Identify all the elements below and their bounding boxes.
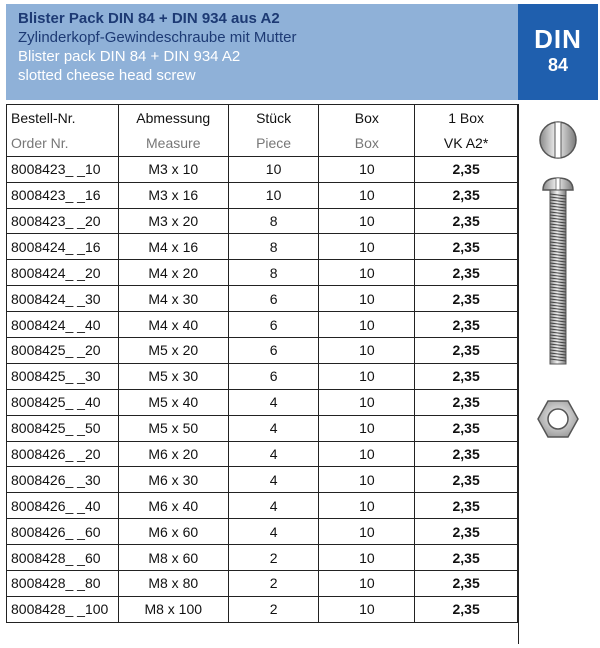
table-cell: 8008425_ _30: [7, 363, 119, 389]
table-cell: 10: [319, 156, 415, 182]
table-cell: 8: [228, 234, 319, 260]
table-cell: 2: [228, 596, 319, 622]
table-cell: 4: [228, 493, 319, 519]
din-badge: [518, 4, 598, 100]
table-cell: 2,35: [415, 596, 518, 622]
table-cell: 8008424_ _40: [7, 312, 119, 338]
table-row: [7, 545, 518, 571]
table-cell: 2,35: [415, 415, 518, 441]
badge-line1: DIN: [534, 24, 582, 54]
table-cell: 2,35: [415, 156, 518, 182]
table-cell: 8008426_ _40: [7, 493, 119, 519]
table-cell: 8008428_ _80: [7, 571, 119, 597]
subtitle-de: Zylinderkopf-Gewindeschraube mit Mutter: [18, 29, 297, 46]
table-cell: 2,35: [415, 441, 518, 467]
table-cell: 2,35: [415, 260, 518, 286]
column-header-en: Order Nr.: [7, 130, 119, 156]
table-cell: 4: [228, 415, 319, 441]
table-cell: 10: [319, 182, 415, 208]
table-cell: M6 x 40: [118, 493, 228, 519]
column-header-en: VK A2*: [415, 130, 518, 156]
table-row: [7, 208, 518, 234]
column-header-en: Piece: [228, 130, 319, 156]
table-cell: 2,35: [415, 571, 518, 597]
table-cell: 8008424_ _20: [7, 260, 119, 286]
table-cell: 2: [228, 571, 319, 597]
table-cell: 8008428_ _100: [7, 596, 119, 622]
column-header-en: Box: [319, 130, 415, 156]
table-cell: 10: [319, 363, 415, 389]
table-cell: 4: [228, 519, 319, 545]
table-row: [7, 260, 518, 286]
product-table: [6, 104, 518, 623]
table-cell: M5 x 50: [118, 415, 228, 441]
column-header-de: Bestell-Nr.: [7, 105, 119, 131]
table-cell: 2,35: [415, 208, 518, 234]
column-header-de: Abmessung: [118, 105, 228, 131]
table-cell: 6: [228, 286, 319, 312]
table-cell: M3 x 10: [118, 156, 228, 182]
table-cell: 10: [319, 286, 415, 312]
table-row: [7, 338, 518, 364]
table-cell: M4 x 20: [118, 260, 228, 286]
table-cell: M6 x 60: [118, 519, 228, 545]
table-row: [7, 415, 518, 441]
column-header-en: Measure: [118, 130, 228, 156]
column-header-de: Stück: [228, 105, 319, 131]
table-cell: 8008425_ _40: [7, 389, 119, 415]
table-cell: 2,35: [415, 234, 518, 260]
table-cell: M8 x 100: [118, 596, 228, 622]
title-en: Blister pack DIN 84 + DIN 934 A2: [18, 48, 241, 65]
table-cell: 10: [319, 519, 415, 545]
header-row-de: [7, 105, 518, 131]
table-cell: 8008426_ _30: [7, 467, 119, 493]
table-cell: 2,35: [415, 467, 518, 493]
table-row: [7, 467, 518, 493]
table-cell: 6: [228, 312, 319, 338]
table-cell: 8008423_ _16: [7, 182, 119, 208]
table-cell: 10: [319, 545, 415, 571]
table-cell: 8008423_ _20: [7, 208, 119, 234]
table-cell: 2,35: [415, 312, 518, 338]
table-row: [7, 571, 518, 597]
table-cell: 8: [228, 208, 319, 234]
table-cell: 8008425_ _20: [7, 338, 119, 364]
table-cell: 6: [228, 363, 319, 389]
table-row: [7, 363, 518, 389]
table-cell: 8008423_ _10: [7, 156, 119, 182]
table-row: [7, 389, 518, 415]
table-cell: M5 x 30: [118, 363, 228, 389]
table-cell: 8008426_ _60: [7, 519, 119, 545]
table-cell: M8 x 60: [118, 545, 228, 571]
table-cell: 2: [228, 545, 319, 571]
table-cell: 8008424_ _16: [7, 234, 119, 260]
table-cell: 2,35: [415, 286, 518, 312]
table-row: [7, 519, 518, 545]
table-cell: 2,35: [415, 389, 518, 415]
table-cell: 2,35: [415, 519, 518, 545]
table-cell: 6: [228, 338, 319, 364]
table-row: [7, 156, 518, 182]
header-row-en: [7, 130, 518, 156]
slotted-head-icon: [540, 122, 576, 158]
table-cell: M6 x 20: [118, 441, 228, 467]
table-cell: 10: [319, 260, 415, 286]
table-cell: M4 x 30: [118, 286, 228, 312]
table-row: [7, 234, 518, 260]
table-cell: 10: [319, 338, 415, 364]
table-cell: 10: [319, 389, 415, 415]
table-cell: 10: [319, 596, 415, 622]
table-cell: M3 x 20: [118, 208, 228, 234]
table-cell: 10: [228, 182, 319, 208]
table-cell: 8: [228, 260, 319, 286]
table-cell: 10: [319, 571, 415, 597]
table-row: [7, 312, 518, 338]
table-cell: M5 x 40: [118, 389, 228, 415]
product-illustrations: [518, 104, 598, 644]
subtitle-en: slotted cheese head screw: [18, 67, 196, 84]
table-cell: M6 x 30: [118, 467, 228, 493]
table-row: [7, 596, 518, 622]
table-cell: 10: [228, 156, 319, 182]
hex-nut-icon: [538, 401, 578, 437]
table-cell: 2,35: [415, 363, 518, 389]
table-cell: 8008424_ _30: [7, 286, 119, 312]
table-cell: 10: [319, 234, 415, 260]
title-de: Blister Pack DIN 84 + DIN 934 aus A2: [18, 10, 280, 27]
table-cell: 8008428_ _60: [7, 545, 119, 571]
column-header-de: Box: [319, 105, 415, 131]
table-row: [7, 493, 518, 519]
table-cell: 4: [228, 389, 319, 415]
header: [6, 4, 518, 100]
column-header-de: 1 Box: [415, 105, 518, 131]
table-row: [7, 441, 518, 467]
table-cell: 2,35: [415, 493, 518, 519]
table-cell: 2,35: [415, 182, 518, 208]
table-cell: 10: [319, 441, 415, 467]
table-cell: 10: [319, 415, 415, 441]
table-cell: M4 x 40: [118, 312, 228, 338]
table-cell: 8008425_ _50: [7, 415, 119, 441]
table-cell: 10: [319, 493, 415, 519]
table-cell: 10: [319, 467, 415, 493]
table-cell: M8 x 80: [118, 571, 228, 597]
cheese-head-screw-icon: [543, 178, 573, 364]
table-cell: 4: [228, 441, 319, 467]
table-cell: 2,35: [415, 338, 518, 364]
table-cell: 8008426_ _20: [7, 441, 119, 467]
badge-line2: 84: [547, 55, 569, 75]
table-cell: 2,35: [415, 545, 518, 571]
table-cell: M3 x 16: [118, 182, 228, 208]
table-cell: M5 x 20: [118, 338, 228, 364]
product-sheet: [6, 4, 598, 644]
table-row: [7, 182, 518, 208]
table-row: [7, 286, 518, 312]
table-cell: 10: [319, 208, 415, 234]
table-cell: M4 x 16: [118, 234, 228, 260]
table-cell: 4: [228, 467, 319, 493]
table-cell: 10: [319, 312, 415, 338]
